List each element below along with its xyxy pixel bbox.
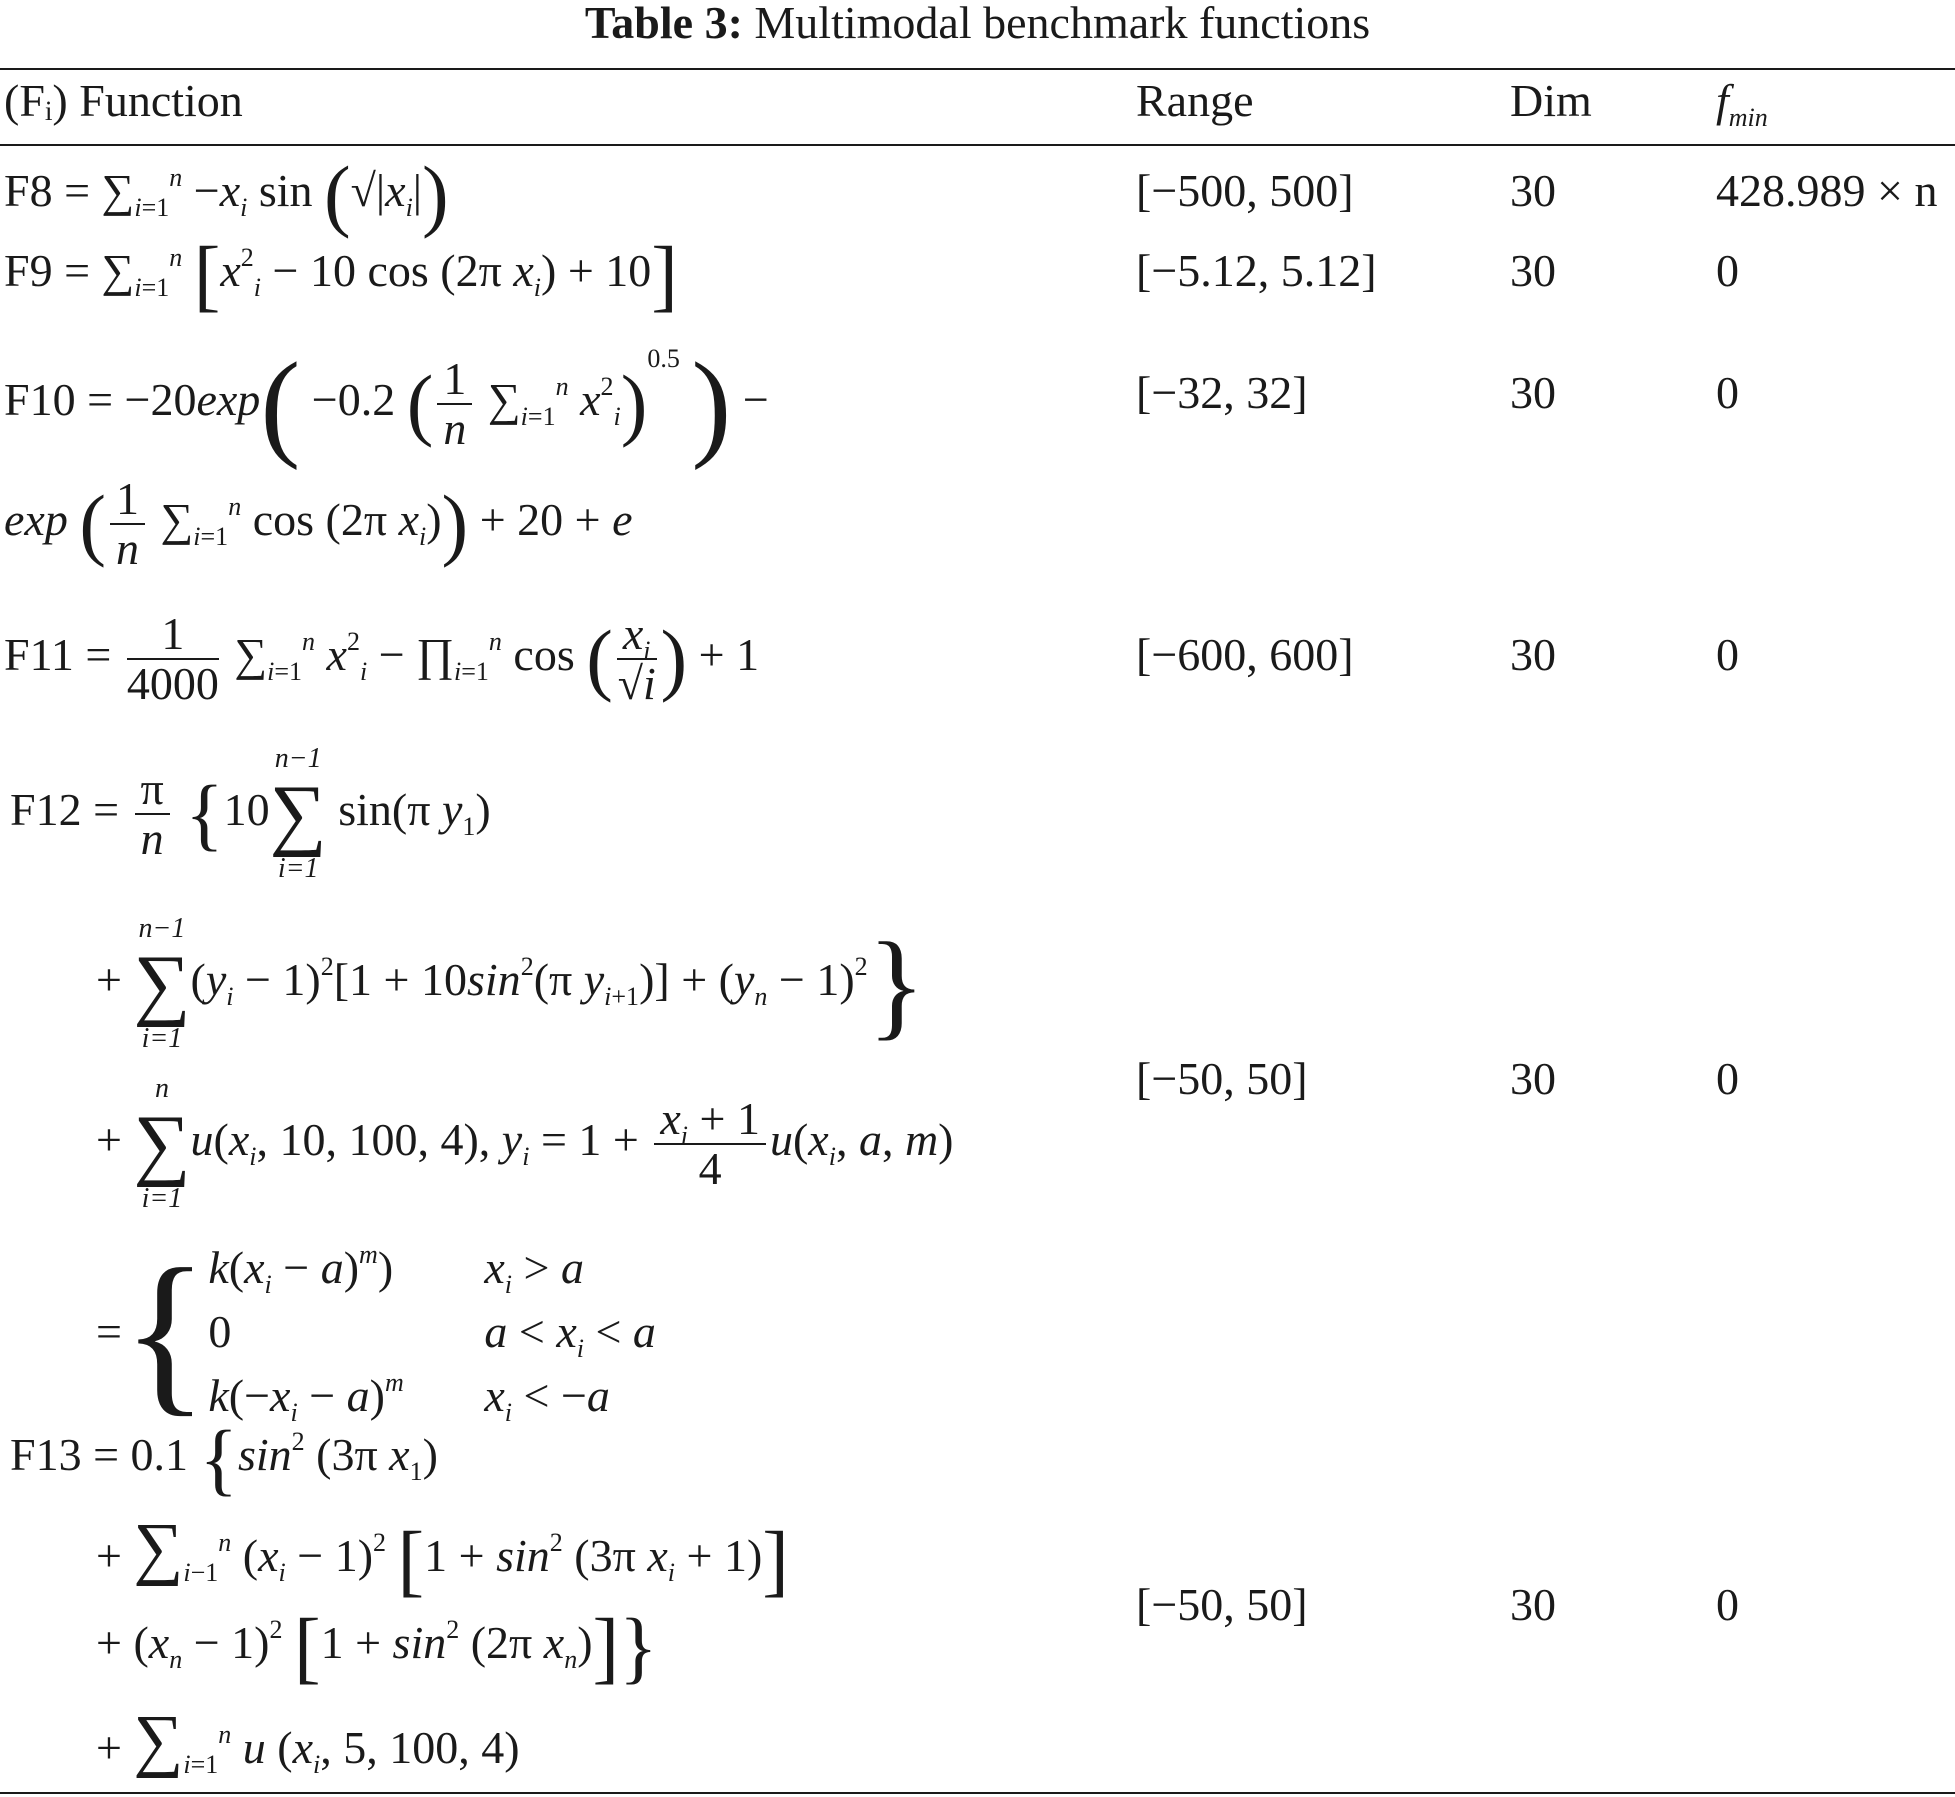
fmin-symbol: f — [1716, 75, 1729, 126]
formula-f13-line4: + $\sum_{i=1}^n$ u ($x_i$, 5, 100, 4) — [96, 1702, 520, 1779]
dim-f12: 30 — [1510, 1053, 1556, 1104]
formula-f12-cases: ={ $k(x_i - a)^m$) $x_i > a$ 0 $a < x_i < a$ $k(-x_i - a)^m$ $x_i < -a$ — [96, 1232, 656, 1431]
fmin-f9: 0 — [1716, 245, 1739, 296]
range-f12: [−50, 50] — [1136, 1053, 1308, 1104]
range-f10: [−32, 32] — [1136, 367, 1308, 418]
header-rule — [0, 144, 1955, 146]
formula-f11: F11 = $\frac{1}{4000}$ $\sum_{i=1}^n$ $x^2_i$ − $\prod_{i=1}^n$ cos ( $\frac{x_i}{√i}$ ) + 1 — [4, 608, 760, 710]
formula-f10-line1: F10 = −20exp( −0.2 ( $\frac{1}{n}$ $\sum_{i=1}^n$ $x^2_i)^{0.5}$ ) − — [4, 337, 769, 471]
table-caption — [0, 0, 1955, 46]
fmin-f10: 0 — [1716, 367, 1739, 418]
formula-f12-line1: F12 = $\frac{\pi}{n}$ {10 n−1 ∑ i=1 sin(π $y_1$) — [10, 743, 491, 885]
header-fmin — [1716, 75, 1768, 132]
bottom-rule — [0, 1792, 1955, 1794]
fmin-f13: 0 — [1716, 1579, 1739, 1630]
dim-f11: 30 — [1510, 629, 1556, 680]
header-dim: Dim — [1510, 75, 1592, 126]
range-f11: [−600, 600] — [1136, 629, 1354, 680]
caption-label: Table 3: — [584, 0, 743, 48]
dim-f10: 30 — [1510, 367, 1556, 418]
formula-f12-line3: + n ∑ i=1 $u(x_i$, 10, 100, 4), $y_i = 1$ + $\frac{x_i + 1}{4}$ $u(x_i$, a, m) — [96, 1073, 954, 1215]
dim-f9: 30 — [1510, 245, 1556, 296]
caption-title: Multimodal benchmark functions — [754, 0, 1371, 48]
range-f13: [−50, 50] — [1136, 1579, 1308, 1630]
formula-f13-line3: + $(x_n - 1)^2$ [$1 + \sin^2 (2\pi$ $x_n$)]} — [96, 1603, 658, 1692]
formula-f13-line1: F13 = 0.1 {$\sin^2$ (3π $x_1$) — [10, 1415, 438, 1504]
formula-f12-line2: + n−1 ∑ i=1 $(y_i - 1)^2[1 + 10\sin^2(\pi$ $y_{i+1})] + (y_n - 1)^2$} — [96, 913, 926, 1055]
formula-f10-line2: exp ( $\frac{1}{n}$ $\sum_{i=1}^n$ cos (2π $x_i)) + 20 + e$ — [4, 473, 633, 575]
header-range: Range — [1136, 75, 1254, 126]
fmin-subscript: min — [1728, 103, 1768, 132]
range-f9: [−5.12, 5.12] — [1136, 245, 1377, 296]
formula-f8: $F8 = \sum_{i=1}^n -x_i$ $\sin (√|x_i|)$ — [4, 151, 449, 240]
dim-f13: 30 — [1510, 1579, 1556, 1630]
fmin-f8: 428.989 × n — [1716, 165, 1938, 216]
fmin-f11: 0 — [1716, 629, 1739, 680]
header-function: (Fᵢ) Function — [4, 75, 243, 126]
top-rule — [0, 68, 1955, 70]
dim-f8: 30 — [1510, 165, 1556, 216]
formula-f13-line2: + $\sum_{i-1}^n$ $(x_i - 1)^2$ [$1 + \sin^2 (3\pi$ $x_i + 1$)] — [96, 1510, 789, 1605]
formula-f9: $F9 = \sum_{i=1}^n$ [$x^2_i - 10$ cos (2π $x_i) + 10$] — [4, 231, 678, 320]
fmin-f12: 0 — [1716, 1053, 1739, 1104]
range-f8: [−500, 500] — [1136, 165, 1354, 216]
